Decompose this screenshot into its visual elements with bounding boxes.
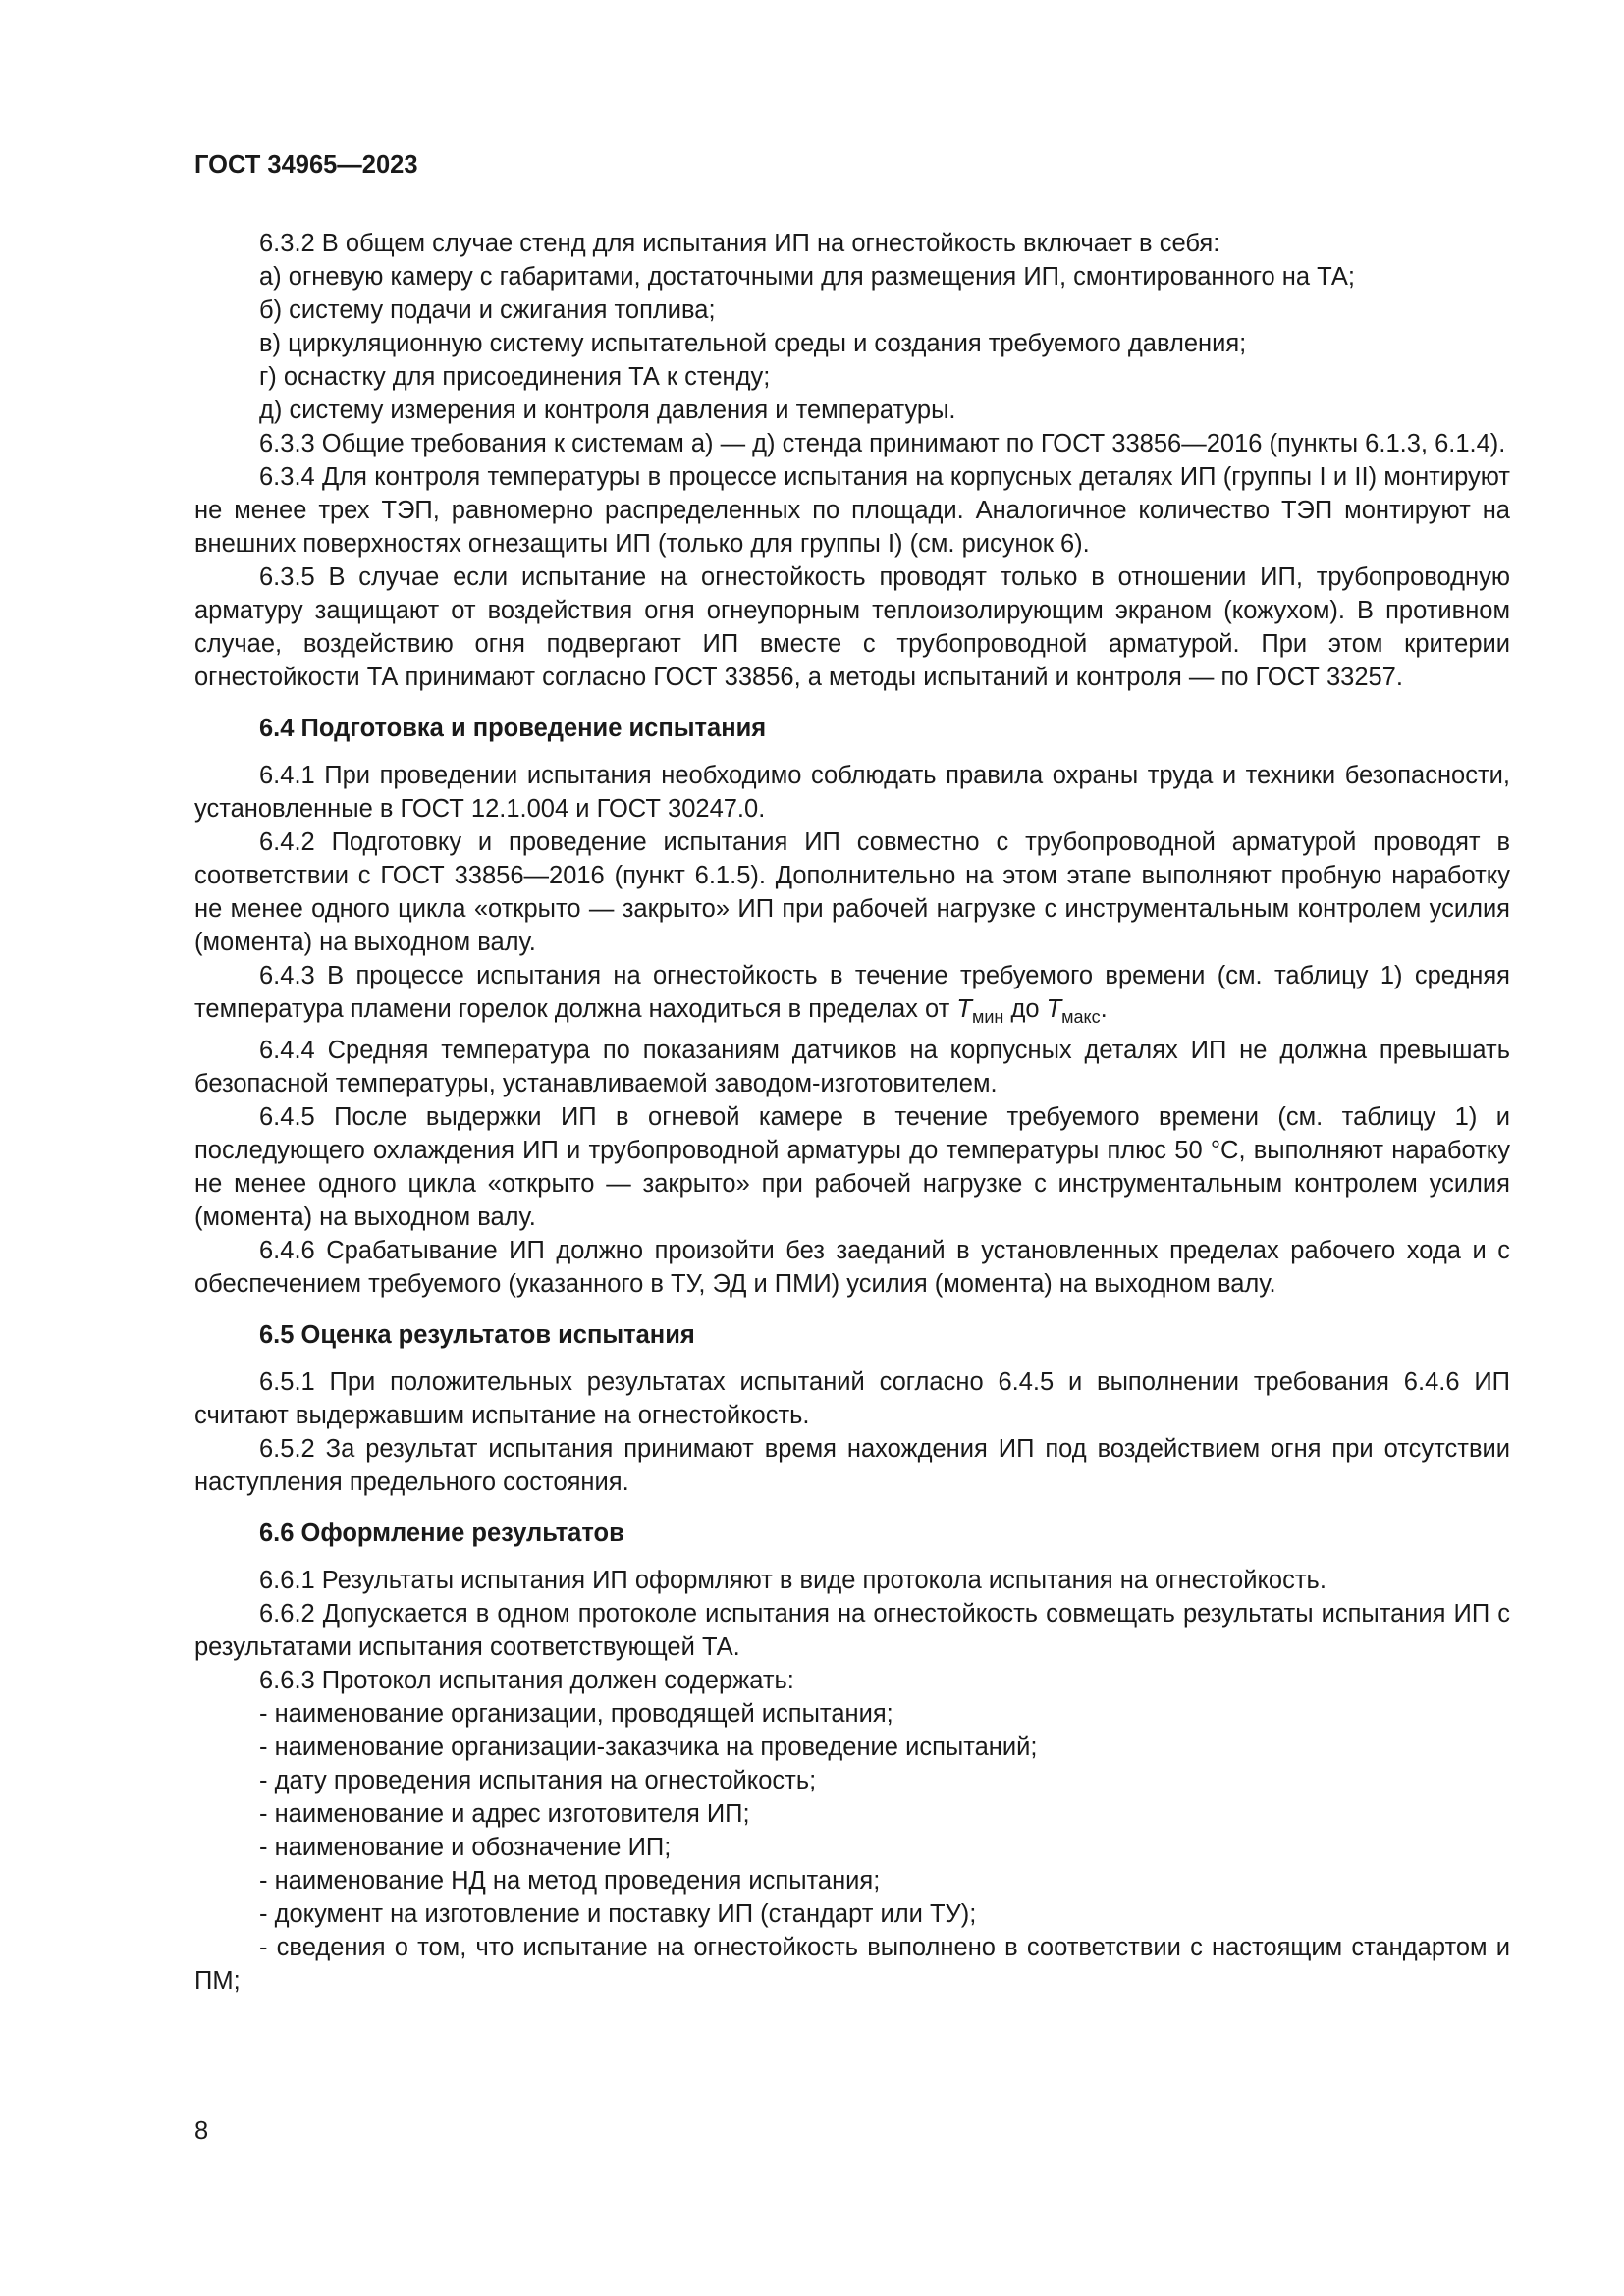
protocol-item: - дату проведения испытания на огнестойкость; — [259, 1767, 817, 1794]
para-6-4-4: 6.4.4 Средняя температура по показаниям датчиков на корпусных деталях ИП не должна превышать безопасной температуры, устанавливаемой заводом-изготовителем. — [194, 1037, 1510, 1097]
standard-header: ГОСТ 34965—2023 — [194, 151, 418, 179]
para-6-4-5: 6.4.5 После выдержки ИП в огневой камере в течение требуемого времени (см. таблицу 1) и последующего охлаждения ИП и трубопроводной арматуры до температуры плюс 50 °С, выполняют наработку не менее одного цикла «открыто — закрыто» при рабочей нагрузке с инструментальным контролем усилия (момента) на выходном валу. — [194, 1103, 1510, 1231]
protocol-item: - наименование организации-заказчика на проведение испытаний; — [259, 1734, 1038, 1761]
list-item-b: б) систему подачи и сжигания топлива; — [259, 296, 716, 324]
page-number: 8 — [194, 2117, 209, 2145]
para-6-4-3 — [194, 959, 1510, 1034]
para-6-6-1: 6.6.1 Результаты испытания ИП оформляют в виде протокола испытания на огнестойкость. — [259, 1567, 1326, 1594]
para-6-6-2: 6.6.2 Допускается в одном протоколе испытания на огнестойкость совмещать результаты испытания ИП с результатами испытания соответствующей ТА. — [194, 1600, 1510, 1661]
para-6-5-1: 6.5.1 При положительных результатах испытаний согласно 6.4.5 и выполнении требования 6.4.6 ИП считают выдержавшим испытание на огнестойкость. — [194, 1368, 1510, 1429]
para-6-4-1: 6.4.1 При проведении испытания необходимо соблюдать правила охраны труда и техники безопасности, установленные в ГОСТ 12.1.004 и ГОСТ 30247.0. — [194, 762, 1510, 823]
t-max-symbol: T — [1046, 995, 1062, 1023]
para-6-6-3: 6.6.3 Протокол испытания должен содержать: — [259, 1667, 794, 1694]
para-6-3-3: 6.3.3 Общие требования к системам а) — д) стенда принимают по ГОСТ 33856—2016 (пункты 6.1.3, 6.1.4). — [259, 430, 1506, 457]
list-item-g: г) оснастку для присоединения ТА к стенду; — [259, 363, 771, 391]
para-6-4-6: 6.4.6 Срабатывание ИП должно произойти без заеданий в установленных пределах рабочего хода и с обеспечением требуемого (указанного в ТУ, ЭД и ПМИ) усилия (момента) на выходном валу. — [194, 1237, 1510, 1298]
t-min-symbol: T — [956, 995, 972, 1023]
para-6-3-4: 6.3.4 Для контроля температуры в процессе испытания на корпусных деталях ИП (группы I и II) монтируют не менее трех ТЭП, равномерно распределенных по площади. Аналогичное количество ТЭП монтируют на внешних поверхностях огнезащиты ИП (только для группы I) (см. рисунок 6). — [194, 463, 1510, 558]
para-6-3-5: 6.3.5 В случае если испытание на огнестойкость проводят только в отношении ИП, трубопроводную арматуру защищают от воздействия огня огнеупорным теплоизолирующим экраном (кожухом). В противном случае, воздействию огня подвергают ИП вместе с трубопроводной арматурой. При этом критерии огнестойкости ТА принимают согласно ГОСТ 33856, а методы испытаний и контроля — по ГОСТ 33257. — [194, 563, 1510, 691]
protocol-item: - наименование НД на метод проведения испытания; — [259, 1867, 881, 1895]
protocol-item: - наименование и адрес изготовителя ИП; — [259, 1800, 750, 1828]
para-6-3-2: 6.3.2 В общем случае стенд для испытания ИП на огнестойкость включает в себя: — [259, 230, 1220, 257]
protocol-item: - наименование и обозначение ИП; — [259, 1834, 672, 1861]
protocol-item: - наименование организации, проводящей испытания; — [259, 1700, 893, 1728]
para-6-5-2: 6.5.2 За результат испытания принимают время нахождения ИП под воздействием огня при отсутствии наступления предельного состояния. — [194, 1435, 1510, 1496]
para-6-4-3-mid: до — [1003, 995, 1047, 1023]
section-heading-6-4: 6.4 Подготовка и проведение испытания — [259, 715, 767, 742]
protocol-item: - сведения о том, что испытание на огнестойкость выполнено в соответствии с настоящим стандартом и ПМ; — [194, 1934, 1510, 1995]
page-content — [194, 227, 1510, 1998]
para-6-4-3-end: . — [1100, 995, 1108, 1023]
protocol-item: - документ на изготовление и поставку ИП (стандарт или ТУ); — [259, 1900, 977, 1928]
para-6-4-2: 6.4.2 Подготовку и проведение испытания ИП совместно с трубопроводной арматурой проводят в соответствии с ГОСТ 33856—2016 (пункт 6.1.5). Дополнительно на этом этапе выполняют пробную наработку не менее одного цикла «открыто — закрыто» ИП при рабочей нагрузке с инструментальным контролем усилия (момента) на выходном валу. — [194, 828, 1510, 956]
list-item-v: в) циркуляционную систему испытательной среды и создания требуемого давления; — [259, 330, 1247, 357]
t-min-subscript: мин — [971, 1007, 1004, 1027]
t-max-subscript: макс — [1061, 1007, 1101, 1027]
section-heading-6-6: 6.6 Оформление результатов — [259, 1520, 624, 1547]
list-item-a: а) огневую камеру с габаритами, достаточными для размещения ИП, смонтированного на ТА; — [259, 263, 1355, 291]
para-6-4-3-text: 6.4.3 В процессе испытания на огнестойкость в течение требуемого времени (см. таблицу 1) средняя температура пламени горелок должна находиться в пределах от — [194, 962, 1510, 1023]
list-item-d: д) систему измерения и контроля давления и температуры. — [259, 397, 956, 424]
section-heading-6-5: 6.5 Оценка результатов испытания — [259, 1321, 695, 1349]
